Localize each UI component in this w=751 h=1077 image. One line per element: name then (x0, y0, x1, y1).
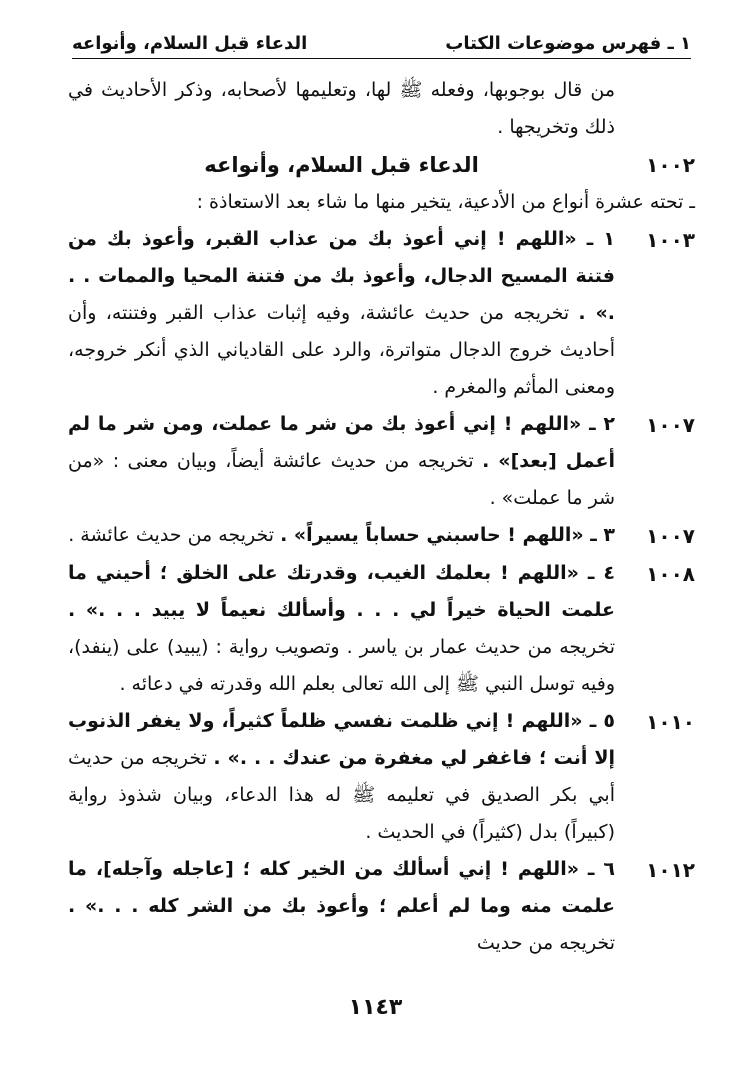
entry-text (68, 221, 615, 406)
entry-dua-text: ٣ ـ «اللهم ! حاسبني حساباً يسيراً» . (280, 524, 615, 546)
entry-page-number: ١٠٠٨ (646, 562, 695, 586)
page-number: ١١٤٣ (348, 995, 403, 1020)
index-entry (68, 851, 695, 962)
entry-dua-text: ٤ ـ «اللهم ! بعلمك الغيب، وقدرتك على الخلق ؛ أحيني ما علمت الحياة خيراً لي . . . وأسألك نعيماً لا يبيد . . .» . (68, 562, 615, 621)
index-entry (68, 221, 695, 406)
index-entry (68, 406, 695, 517)
header-chapter-title: ١ ـ فهرس موضوعات الكتاب (445, 32, 691, 54)
entry-dua-text: ٥ ـ «اللهم ! إني ظلمت نفسي ظلماً كثيراً، ولا يغفر الذنوب إلا أنت ؛ فاغفر لي مغفرة من عندك . . .» . (68, 710, 616, 769)
entry-page-number: ١٠٠٣ (646, 228, 695, 252)
entry-commentary: تخريجه من حديث أبي بكر الصديق في تعليمه ﷺ له هذا الدعاء، وبيان شذوذ رواية (كبيراً) بدل (كثيراً) في الحديث . (68, 747, 615, 843)
entry-page-number: ١٠٠٧ (646, 413, 695, 437)
running-header (72, 28, 691, 59)
continuation-text: من قال بوجوبها، وفعله ﷺ لها، وتعليمها لأصحابه، وذكر الأحاديث في ذلك وتخريجها . (68, 79, 615, 138)
index-entry (68, 517, 695, 555)
entry-dua-text: ٦ ـ «اللهم ! إني أسألك من الخير كله ؛ [عاجله وآجله]، ما علمت منه وما لم أعلم ؛ وأعوذ بك من الشر كله . . .» . (68, 858, 615, 917)
section-title: الدعاء قبل السلام، وأنواعه (204, 153, 479, 177)
entry-commentary: تخريجه من حديث عائشة . (68, 524, 281, 546)
entry-page-number: ١٠٠٧ (646, 524, 695, 548)
entry-text (68, 517, 615, 554)
index-body (68, 72, 695, 962)
entry-commentary: تخريجه من حديث عمار بن ياسر . وتصويب رواية : (يبيد) على (ينفد)، وفيه توسل النبي ﷺ إلى الله تعالى بعلم الله وقدرته في دعائه . (68, 636, 615, 695)
continuation-row (68, 72, 695, 146)
entry-text (68, 851, 615, 962)
entry-text (68, 703, 615, 851)
header-section-title: الدعاء قبل السلام، وأنواعه (72, 32, 308, 54)
entry-commentary: تخريجه من حديث عائشة أيضاً، وبيان معنى : «من شر ما عملت» . (68, 450, 615, 509)
index-entry (68, 555, 695, 703)
entry-text (68, 555, 615, 703)
entry-commentary: تخريجه من حديث عائشة، وفيه إثبات عذاب القبر وفتنته، وأن أحاديث خروج الدجال متواترة، والرد على القادياني الذي أنكر خروجه، ومعنى المأثم والمغرم . (68, 302, 615, 398)
entry-dua-text: ٢ ـ «اللهم ! إني أعوذ بك من شر ما عملت، ومن شر ما لم أعمل [بعد]» . (68, 413, 615, 472)
entry-page-number: ١٠١٢ (646, 858, 695, 882)
index-entry (68, 703, 695, 851)
section-page-number: ١٠٠٢ (646, 153, 695, 177)
entry-page-number: ١٠١٠ (646, 710, 695, 734)
entry-commentary: تخريجه من حديث (476, 932, 615, 954)
section-heading-row (68, 146, 695, 184)
entry-text (68, 406, 615, 517)
entry-dua-text: ١ ـ «اللهم ! إني أعوذ بك من عذاب القبر، وأعوذ بك من فتنة المسيح الدجال، وأعوذ بك من فتنة المحيا والممات . . .» . (68, 228, 616, 324)
section-intro: ـ تحته عشرة أنواع من الأدعية، يتخير منها ما شاء بعد الاستعاذة : (196, 191, 695, 213)
